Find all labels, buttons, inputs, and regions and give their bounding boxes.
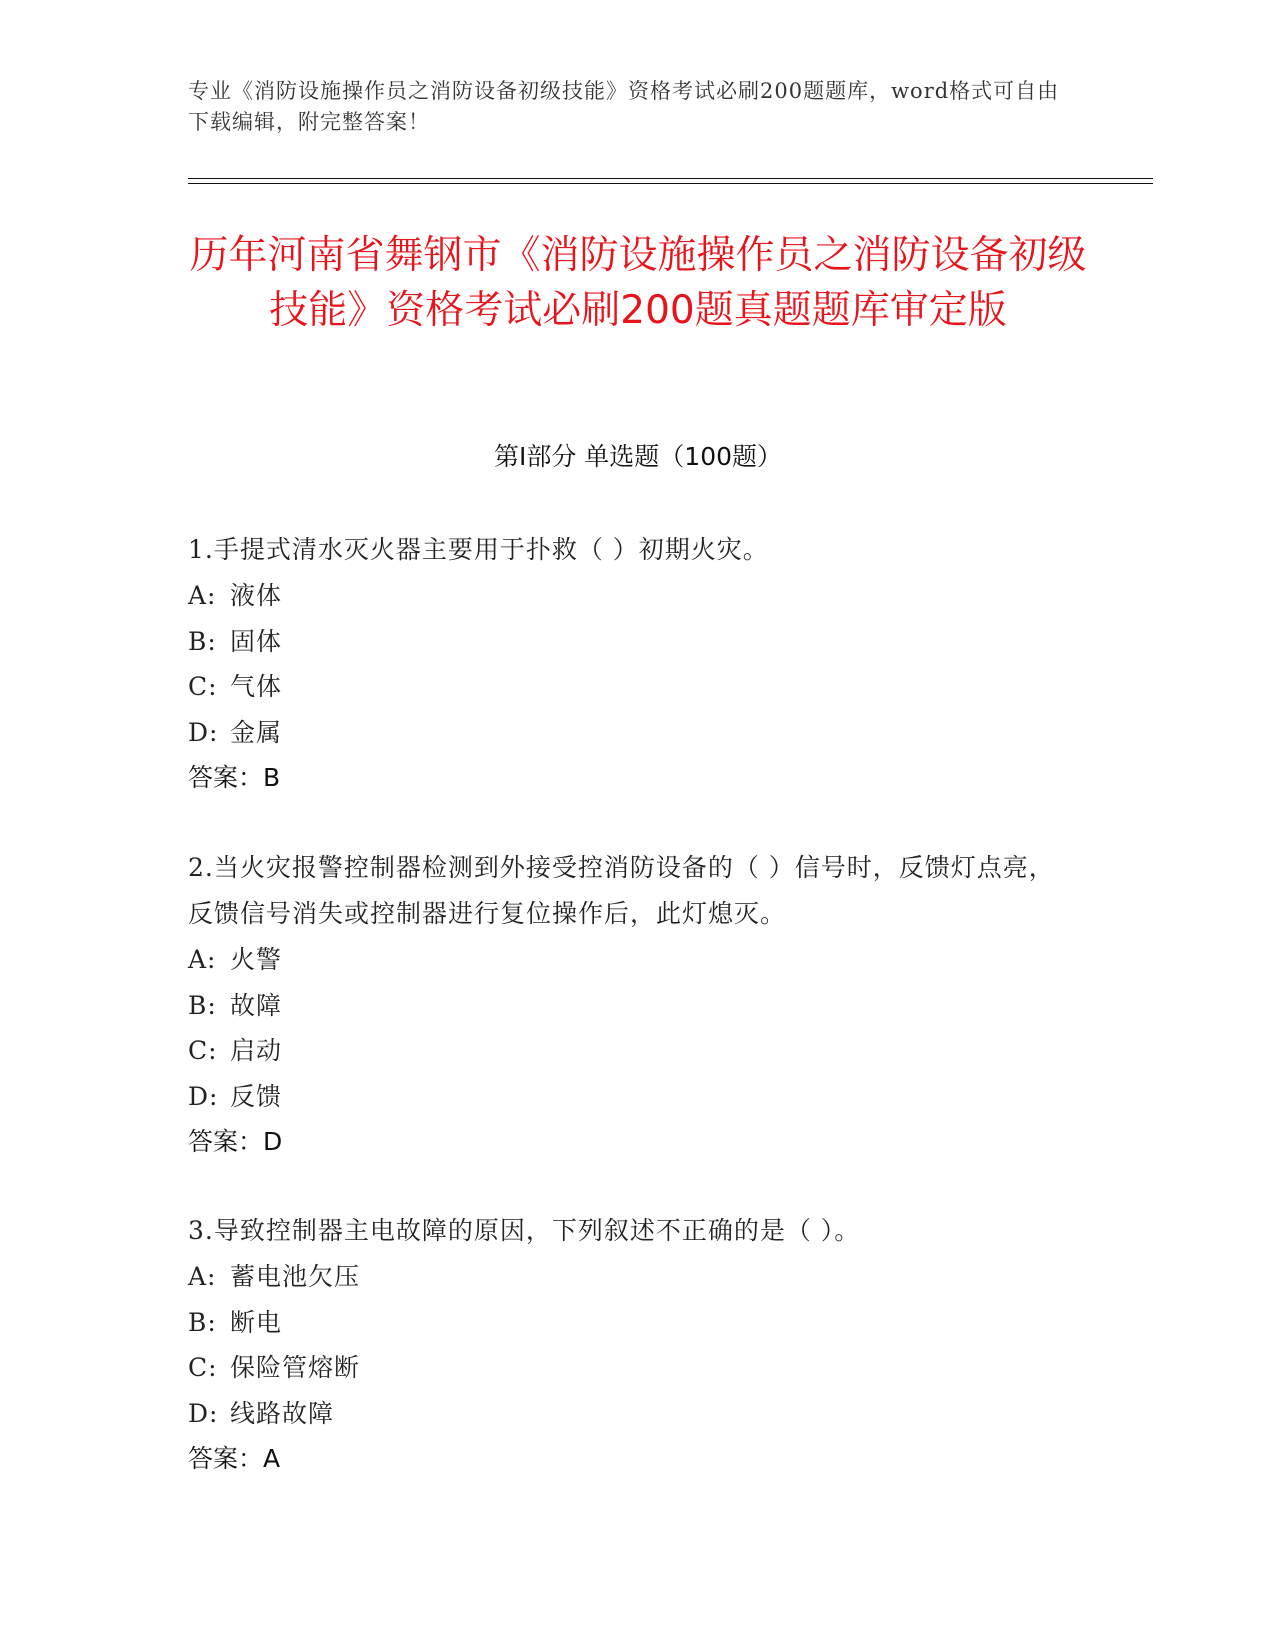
option-text: 断电	[230, 1307, 283, 1337]
question-stem: 1.手提式清水灭火器主要用于扑救（ ）初期火灾。	[188, 535, 769, 564]
option-c	[188, 664, 1068, 710]
option-text: 启动	[230, 1036, 283, 1065]
header-note: 专业《消防设施操作员之消防设备初级技能》资格考试必刷200题题库，word格式可自由下载编辑，附完整答案！	[188, 79, 1060, 134]
option-key: A:	[188, 945, 217, 974]
option-key: B:	[188, 626, 217, 656]
option-text: 金属	[230, 717, 283, 747]
header-divider-top	[188, 178, 1153, 179]
header-divider-bottom	[188, 183, 1153, 184]
question-2	[188, 845, 1068, 1165]
question-1	[188, 527, 1068, 801]
option-text: 线路故障	[230, 1398, 335, 1428]
option-c	[188, 1345, 1068, 1391]
option-key: A:	[188, 1262, 217, 1291]
section-heading: 第Ⅰ部分 单选题（100题）	[493, 442, 783, 471]
option-text: 故障	[230, 990, 283, 1020]
option-text: 蓄电池欠压	[230, 1262, 361, 1291]
option-text: 液体	[230, 581, 283, 610]
option-d	[188, 1074, 1068, 1120]
option-text: 气体	[230, 672, 283, 701]
question-stem: 2.当火灾报警控制器检测到外接受控消防设备的（ ）信号时，反馈灯点亮，反馈信号消失或控制器进行复位操作后，此灯熄灭。	[188, 853, 1055, 928]
option-d	[188, 1391, 1068, 1437]
option-c	[188, 1028, 1068, 1074]
answer-label: 答案：B	[188, 763, 281, 792]
option-key: A:	[188, 581, 217, 610]
option-key: C:	[188, 1353, 218, 1382]
option-key: C:	[188, 1036, 218, 1065]
option-b	[188, 983, 1068, 1029]
option-key: B:	[188, 990, 217, 1020]
option-key: B:	[188, 1307, 217, 1337]
question-stem: 3.导致控制器主电故障的原因，下列叙述不正确的是（ ）。	[188, 1216, 861, 1245]
option-a	[188, 573, 1068, 619]
option-text: 保险管熔断	[230, 1353, 361, 1382]
option-a	[188, 1254, 1068, 1300]
option-text: 反馈	[230, 1081, 283, 1111]
option-b	[188, 1300, 1068, 1346]
option-b	[188, 619, 1068, 665]
option-key: D:	[188, 717, 219, 747]
question-3	[188, 1208, 1068, 1482]
document-title: 历年河南省舞钢市《消防设施操作员之消防设备初级技能》资格考试必刷200题真题题库审定版	[189, 233, 1087, 333]
option-key: C:	[188, 672, 218, 701]
option-text: 火警	[230, 945, 283, 974]
option-key: D:	[188, 1081, 219, 1111]
option-a	[188, 937, 1068, 983]
answer-label: 答案：A	[188, 1444, 281, 1473]
option-text: 固体	[230, 626, 283, 656]
option-d	[188, 710, 1068, 756]
option-key: D:	[188, 1398, 219, 1428]
answer-label: 答案：D	[188, 1127, 283, 1156]
